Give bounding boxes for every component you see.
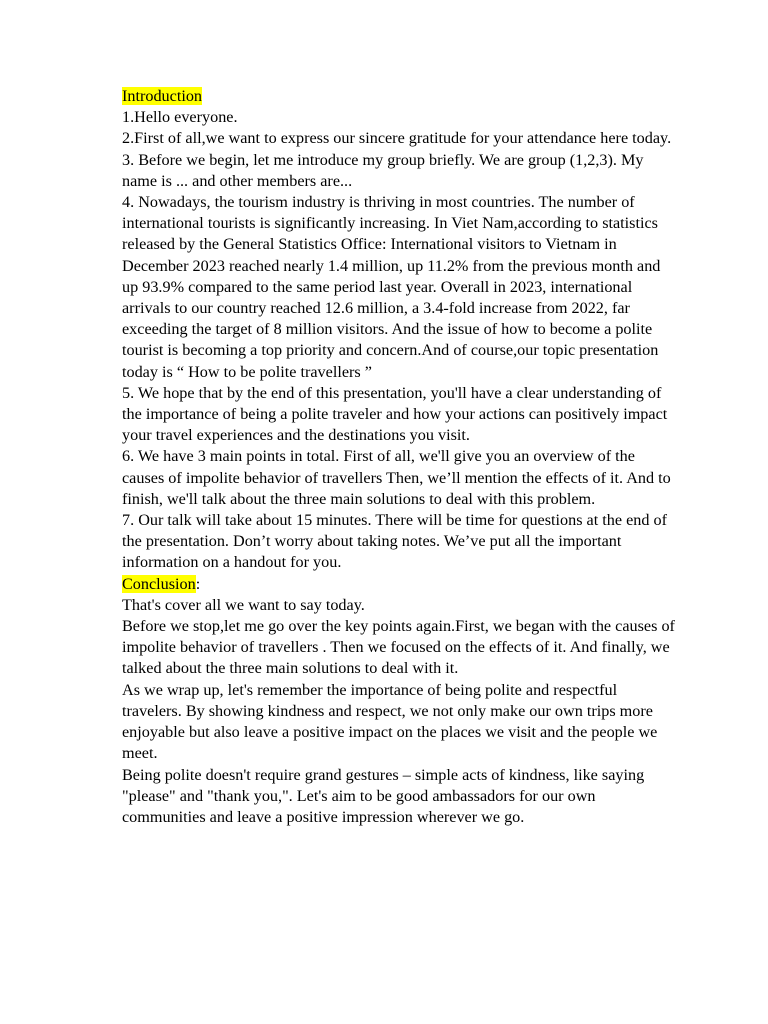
- intro-paragraph-2: 2.First of all,we want to express our sincere gratitude for your attendance here today.: [122, 129, 672, 148]
- conclusion-paragraph-4: Being polite doesn't require grand gestures – simple acts of kindness, like saying "please" and "thank you,". Let's aim to be good ambassadors for our own communities and leave a positive impression wherever we go.: [122, 765, 645, 826]
- intro-paragraph-5: 5. We hope that by the end of this presentation, you'll have a clear understanding of the importance of being a polite traveler and how your actions can positively impact your travel experiences and the destinations you visit.: [122, 383, 668, 445]
- conclusion-heading: [122, 574, 678, 595]
- conclusion-paragraph-3: As we wrap up, let's remember the importance of being polite and respectful travelers. By showing kindness and respect, we not only make our own trips more enjoyable but also leave a positive impact on the places we visit and the people we meet.: [122, 680, 658, 763]
- conclusion-colon: :: [195, 574, 201, 593]
- document-page: [122, 86, 678, 828]
- intro-paragraph-6: 6. We have 3 main points in total. First of all, we'll give you an overview of the causes of impolite behavior of travellers Then, we’ll mention the effects of it. And to finish, we'll talk about the three main solutions to deal with this problem.: [122, 447, 671, 508]
- conclusion-paragraph-1: That's cover all we want to say today.: [122, 595, 365, 614]
- intro-paragraph-1: 1.Hello everyone.: [122, 108, 238, 127]
- introduction-highlight: Introduction: [122, 87, 203, 105]
- intro-paragraph-4: 4. Nowadays, the tourism industry is thriving in most countries. The number of international tourists is significantly increasing. In Viet Nam,according to statistics released by the General Statistics Office: International visitors to Vietnam in December 2023 reached nearly 1.4 million, up 11.2% from the previous month and up 93.9% compared to the same period last year. Overall in 2023, international arrivals to our country reached 12.6 million, a 3.4-fold increase from 2022, far exceeding the target of 8 million visitors. And the issue of how to become a polite tourist is becoming a top priority and concern.And of course,our topic presentation today is “ How to be polite travellers ”: [122, 193, 661, 381]
- intro-paragraph-3: 3. Before we begin, let me introduce my group briefly. We are group (1,2,3). My name is ... and other members are...: [122, 150, 644, 190]
- introduction-heading: [122, 86, 678, 107]
- conclusion-highlight: Conclusion: [122, 574, 196, 593]
- intro-paragraph-7: 7. Our talk will take about 15 minutes. There will be time for questions at the end of the presentation. Don’t worry about taking notes. We’ve put all the important information on a handout for you.: [122, 511, 668, 572]
- conclusion-paragraph-2: Before we stop,let me go over the key points again.First, we began with the causes of impolite behavior of travellers . Then we focused on the effects of it. And finally, we talked about the three main solutions to deal with it.: [122, 617, 675, 678]
